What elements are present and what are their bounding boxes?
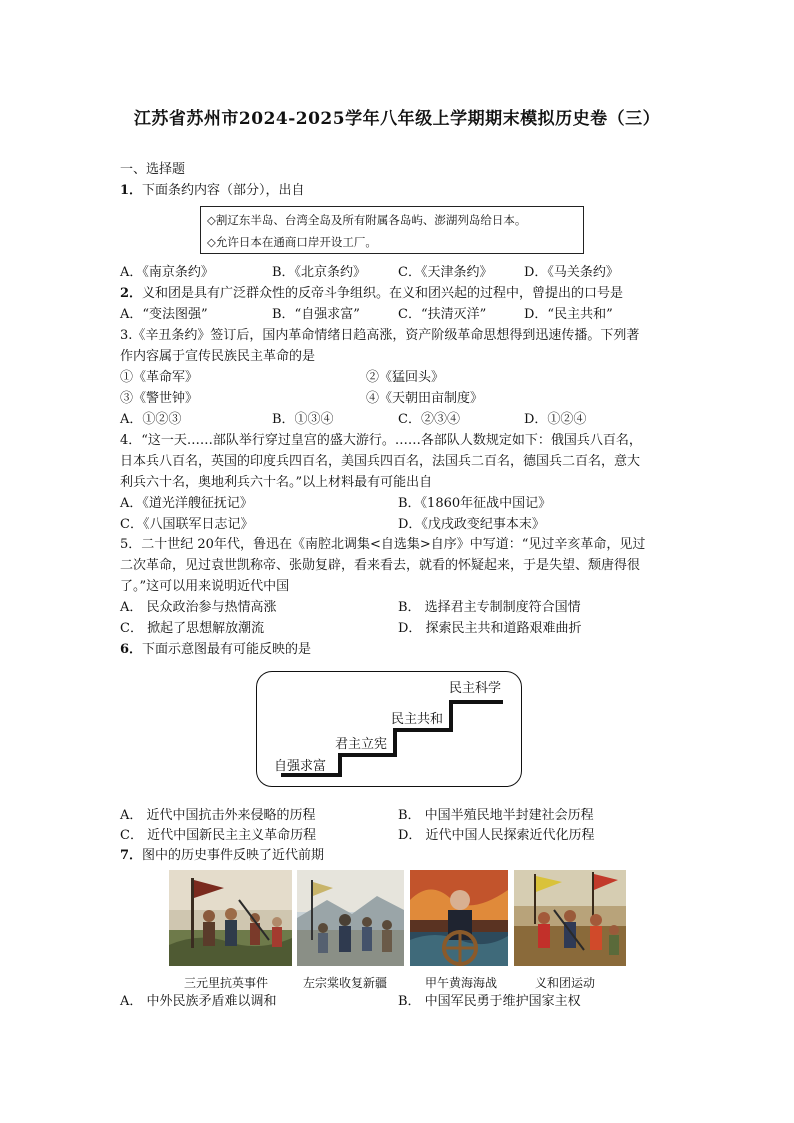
q2-option-a[interactable]: A．“变法图强” [120, 307, 208, 322]
question-number: 7． [120, 848, 143, 863]
q3-item-2: ②《猛回头》 [366, 370, 445, 385]
q3-item-1: ①《革命军》 [120, 370, 199, 385]
q3-item-3: ③《警世钟》 [120, 391, 199, 406]
caption-sanyuanli: 三元里抗英事件 [184, 976, 269, 990]
section-heading: 一、选择题 [120, 162, 186, 177]
question-7-stem [120, 846, 324, 866]
q4-option-b[interactable]: B．《1860年征战中国记》 [398, 496, 552, 511]
q6-option-a[interactable]: A． 近代中国抗击外来侵略的历程 [120, 808, 316, 823]
q2-option-c[interactable]: C．“扶清灭洋” [398, 307, 487, 322]
q2-option-b[interactable]: B．“自强求富” [272, 307, 360, 322]
q2-option-d[interactable]: D．“民主共和” [524, 307, 613, 322]
q5-option-d[interactable]: D． 探索民主共和道路艰难曲折 [398, 621, 582, 636]
q7-option-a[interactable]: A． 中外民族矛盾难以调和 [120, 994, 277, 1009]
step-label-2: 君主立宪 [335, 737, 388, 752]
question-3-stem-line-1: 3.《辛丑条约》签订后，国内革命情绪日趋高涨，资产阶级革命思想得到迅速传播。下列著 [120, 328, 640, 343]
question-1-stem [120, 181, 305, 201]
page-title: 江苏省苏州市2024-2025学年八年级上学期期末模拟历史卷（三） [133, 109, 661, 129]
question-4-stem-line-1: 4．“这一天……部队举行穿过皇宫的盛大游行。……各部队人数规定如下：俄国兵八百名， [120, 433, 642, 448]
painting-jiawu-naval-battle [410, 870, 508, 966]
q5-option-a[interactable]: A． 民众政治参与热情高涨 [120, 600, 277, 615]
q4-option-d[interactable]: D．《戊戌政变纪事本末》 [398, 517, 545, 532]
q3-option-c[interactable]: C．②③④ [398, 412, 460, 427]
q1-option-a[interactable]: A．《南京条约》 [120, 265, 214, 280]
step-label-4: 民主科学 [449, 681, 502, 696]
question-6-stem [120, 640, 311, 660]
caption-zuo-zongtang: 左宗棠收复新疆 [303, 976, 388, 990]
treaty-clause-1: ◇割辽东半岛、台湾全岛及所有附属各岛屿、澎湖列岛给日本。 [207, 213, 527, 227]
question-5-stem-line-3: 了。”这可以用来说明近代中国 [120, 579, 290, 594]
caption-jiawu: 甲午黄海海战 [425, 976, 498, 990]
staircase-diagram [256, 671, 522, 787]
caption-boxer: 义和团运动 [535, 976, 596, 990]
question-3-stem-line-2: 作内容属于宣传民族民主革命的是 [120, 349, 316, 364]
question-number: 1． [120, 183, 143, 198]
q6-option-b[interactable]: B． 中国半殖民地半封建社会历程 [398, 808, 594, 823]
q5-option-c[interactable]: C． 掀起了思想解放潮流 [120, 621, 265, 636]
q5-option-b[interactable]: B． 选择君主专制制度符合国情 [398, 600, 581, 615]
treaty-clause-2: ◇允许日本在通商口岸开设工厂。 [207, 235, 377, 249]
question-text: 下面示意图最有可能反映的是 [142, 642, 312, 657]
q4-option-c[interactable]: C．《八国联军日志记》 [120, 517, 254, 532]
question-5-stem-line-2: 二次革命，见过袁世凯称帝、张勋复辟，看来看去，就看的怀疑起来，于是失望、颓唐得很 [120, 558, 641, 573]
q1-option-c[interactable]: C．《天津条约》 [398, 265, 493, 280]
painting-sanyuanli [169, 870, 292, 966]
q3-item-4: ④《天朝田亩制度》 [366, 391, 484, 406]
question-4-stem-line-2: 日本兵八百名，英国的印度兵四百名，美国兵四百名，法国兵二百名，德国兵二百名，意大 [120, 454, 641, 469]
q6-option-c[interactable]: C． 近代中国新民主主义革命历程 [120, 828, 317, 843]
step-label-3: 民主共和 [391, 712, 444, 727]
question-number: 2． [120, 286, 143, 301]
q7-option-b[interactable]: B． 中国军民勇于维护国家主权 [398, 994, 581, 1009]
question-5-stem-line-1: 5．二十世纪 20年代，鲁迅在《南腔北调集<自选集>自序》中写道：“见过辛亥革命，见过 [120, 537, 646, 552]
question-4-stem-line-3: 利兵六十名，奥地利兵六十名。”以上材料最有可能出自 [120, 475, 433, 490]
q3-option-b[interactable]: B．①③④ [272, 412, 334, 427]
step-label-1: 自强求富 [274, 759, 327, 774]
q4-option-a[interactable]: A．《道光洋艘征抚记》 [120, 496, 253, 511]
q1-option-d[interactable]: D．《马关条约》 [524, 265, 619, 280]
treaty-excerpt-box [200, 206, 584, 254]
question-text: 下面条约内容（部分），出自 [142, 183, 305, 198]
q1-option-b[interactable]: B．《北京条约》 [272, 265, 367, 280]
question-2-stem [120, 284, 623, 304]
question-text: 图中的历史事件反映了近代前期 [142, 848, 325, 863]
q6-option-d[interactable]: D． 近代中国人民探索近代化历程 [398, 828, 595, 843]
painting-zuo-zongtang [297, 870, 404, 966]
question-number: 6． [120, 642, 143, 657]
q3-option-d[interactable]: D．①②④ [524, 412, 587, 427]
question-text: 义和团是具有广泛群众性的反帝斗争组织。在义和团兴起的过程中，曾提出的口号是 [142, 286, 624, 301]
painting-boxer-movement [514, 870, 626, 966]
q3-option-a[interactable]: A．①②③ [120, 412, 182, 427]
